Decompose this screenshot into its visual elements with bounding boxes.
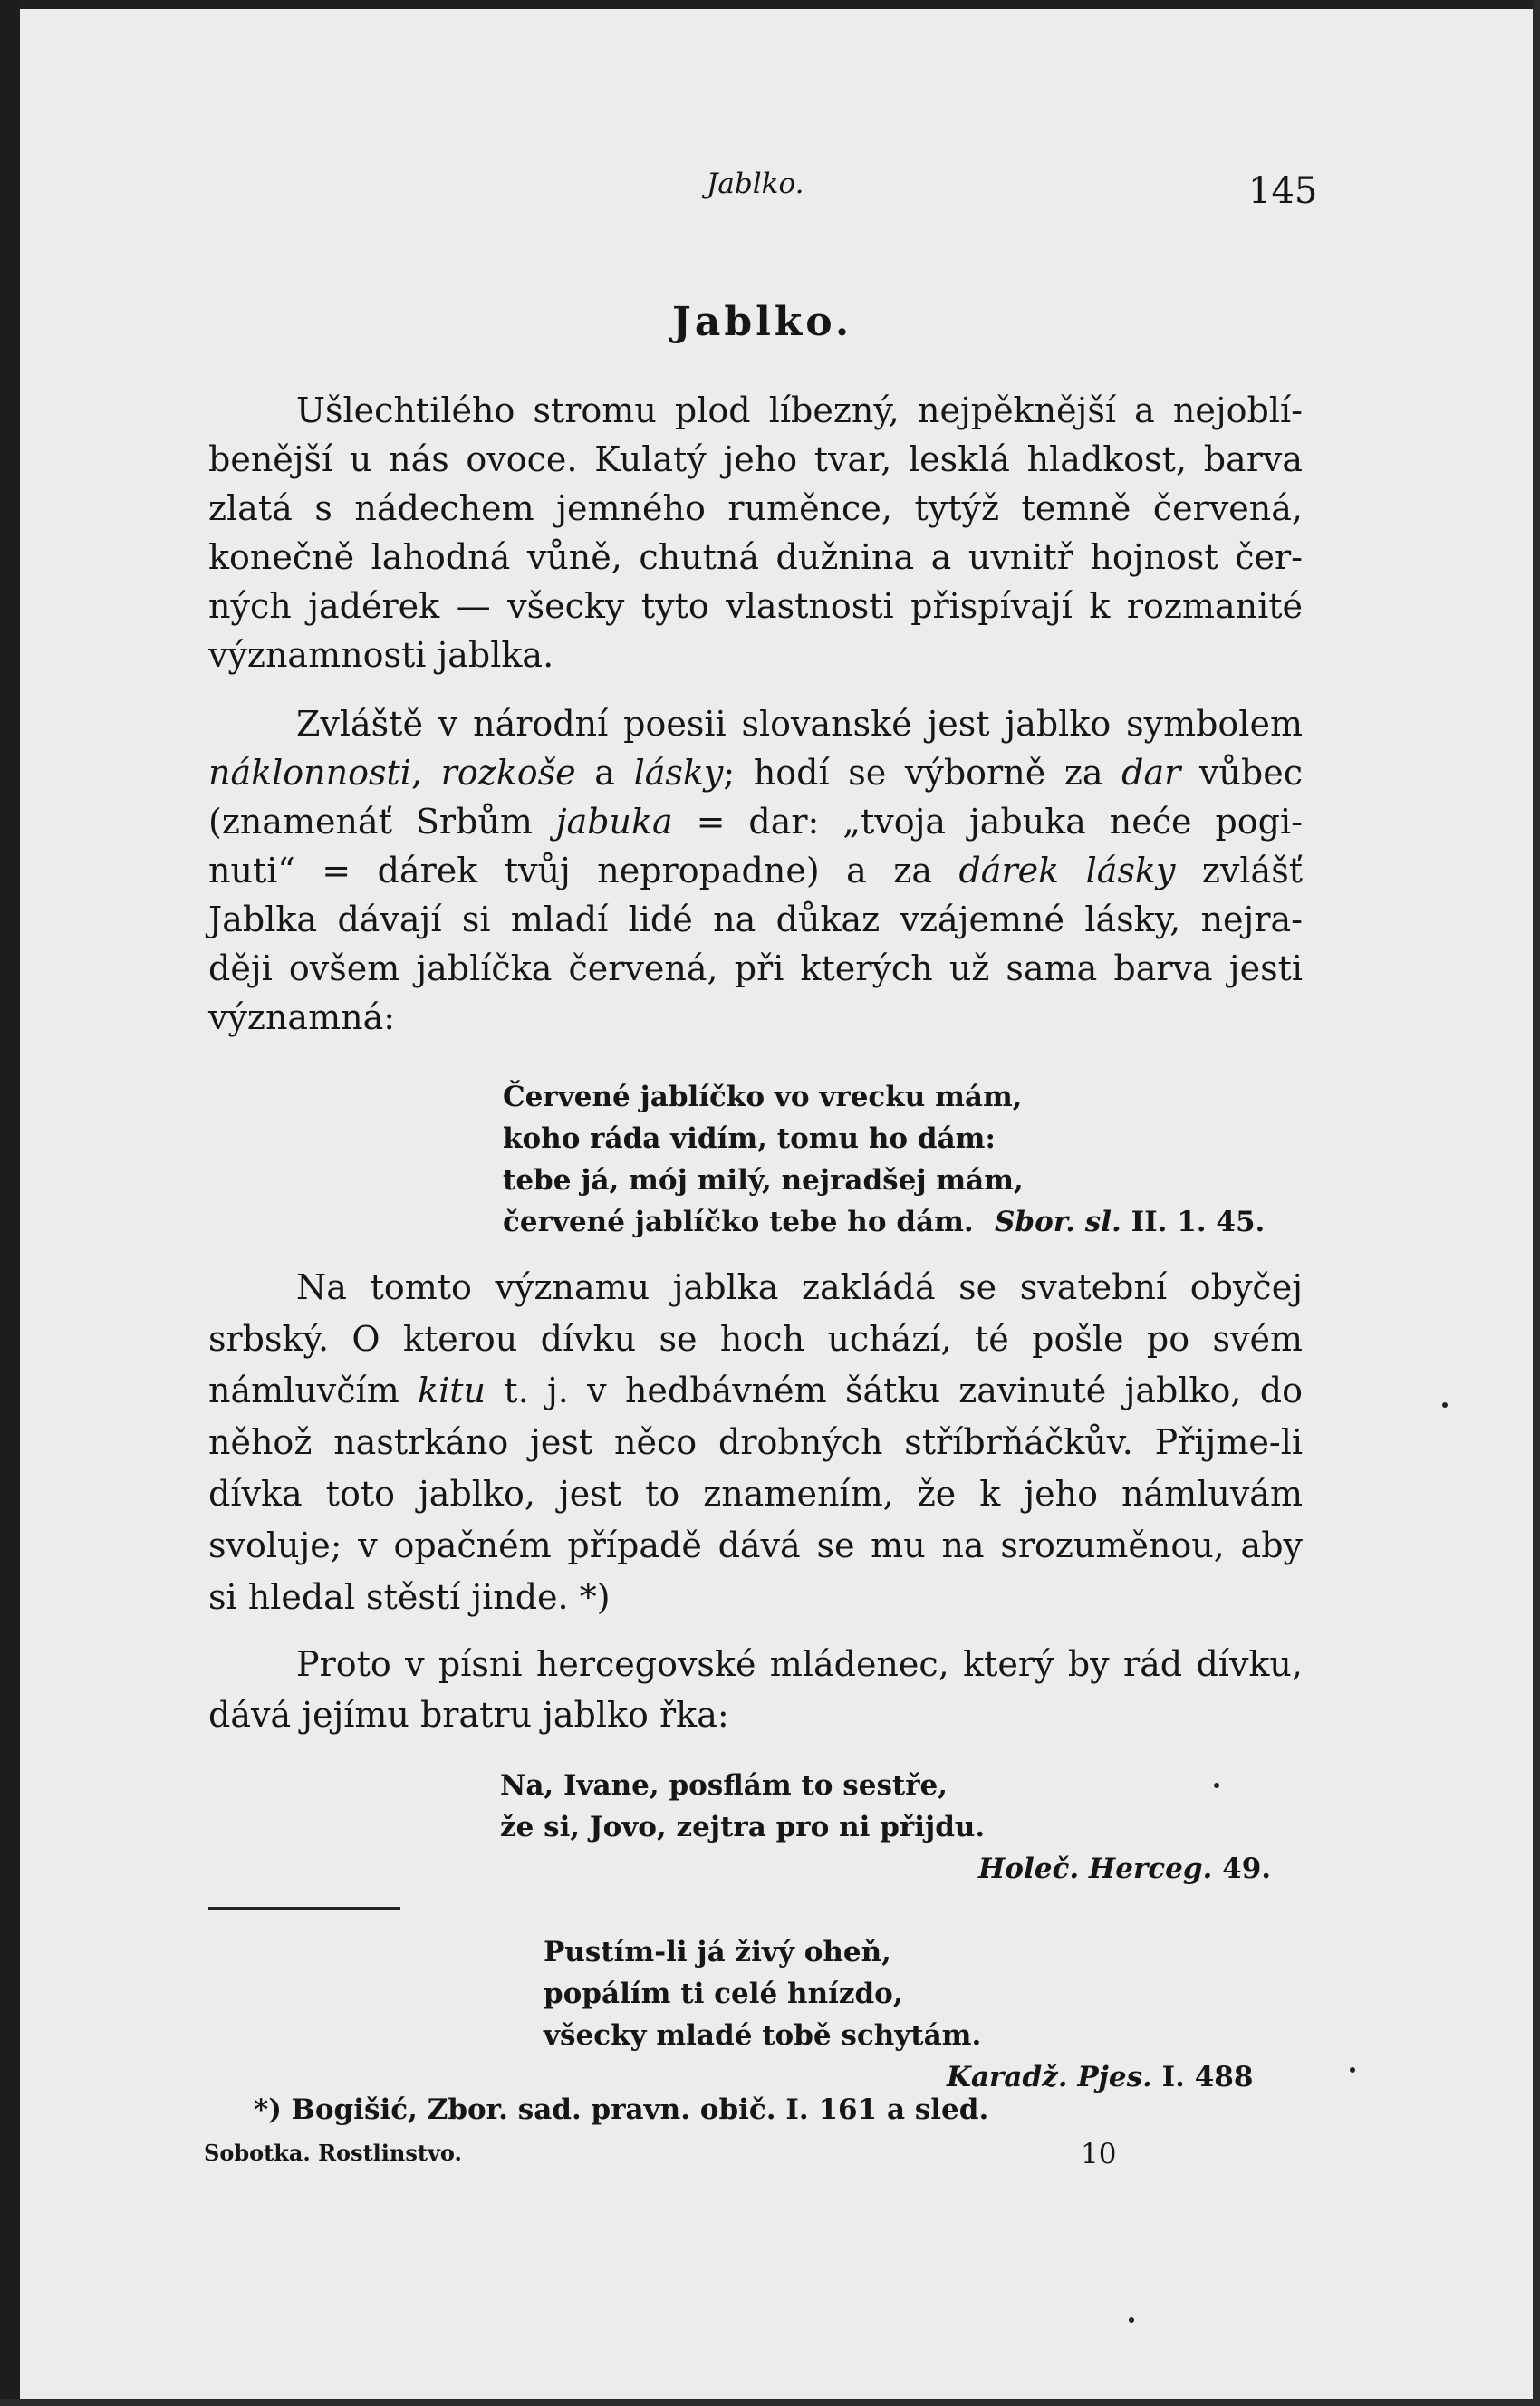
paragraph-line: ných jadérek — všecky tyto vlastnosti přispívají k rozmanité — [208, 586, 1303, 626]
citation-ref: 49. — [1222, 1853, 1272, 1885]
paragraph-line: (znamenáť Srbům jabuka = dar: „tvoja jabuka neće pogi- — [208, 802, 1303, 842]
citation — [995, 1201, 1265, 1243]
poem-line: Na, Ivane, posflám to sestře, — [500, 1769, 948, 1802]
poem-line: všecky mladé tobě schytám. — [544, 2019, 982, 2052]
poem-line: Pustím-li já živý oheň, — [544, 1936, 891, 1968]
scan-edge-right — [1533, 0, 1540, 2406]
italic-term: náklonnosti — [208, 753, 411, 793]
paragraph-line: Na tomto významu jablka zakládá se svatební obyčej — [296, 1267, 1303, 1307]
poem-line: červené jablíčko tebe ho dám. — [503, 1206, 974, 1238]
paragraph-line: významnosti jablka. — [208, 635, 554, 675]
citation-source: Sbor. sl. — [995, 1206, 1121, 1238]
scan-edge-bottom — [0, 2399, 1540, 2406]
paragraph-line: ději ovšem jablíčka červená, při kterých už sama barva jesti — [208, 948, 1303, 988]
poem-line: že si, Jovo, zejtra pro ni přijdu. — [500, 1811, 986, 1843]
footnote-rule — [208, 1907, 400, 1910]
scan-speck — [1214, 1783, 1219, 1788]
citation-ref: II. 1. 45. — [1131, 1206, 1266, 1238]
paragraph-line: Zvláště v národní poesii slovanské jest jablko symbolem — [296, 704, 1303, 744]
page-number: 145 — [1248, 170, 1318, 212]
page-title: Jablko. — [672, 299, 853, 345]
poem-line: tebe já, mój milý, nejradšej mám, — [503, 1164, 1024, 1197]
paragraph-line: náklonnosti, rozkoše a lásky; hodí se výborně za dar vůbec — [208, 753, 1303, 793]
poem-line: popálím ti celé hnízdo, — [544, 1978, 903, 2010]
citation — [978, 1848, 1271, 1890]
poem-line: Červené jablíčko vo vrecku mám, — [503, 1081, 1023, 1113]
scan-edge-left — [0, 0, 20, 2406]
citation — [947, 2056, 1253, 2098]
italic-term: dar — [1121, 753, 1181, 793]
paragraph-line: námluvčím kitu t. j. v hedbávném šátku zavinuté jablko, do — [208, 1371, 1303, 1410]
paragraph-line: významná: — [208, 997, 396, 1037]
italic-term: dárek lásky — [958, 851, 1176, 890]
paragraph-line: srbský. O kterou dívku se hoch uchází, té pošle po svém — [208, 1319, 1303, 1359]
paragraph-line: dívka toto jablko, jest to znamením, že k jeho námluvám — [208, 1474, 1303, 1514]
scan-edge-top — [0, 0, 1540, 9]
paragraph-line: konečně lahodná vůně, chutná dužnina a uvnitř hojnost čer- — [208, 537, 1303, 577]
paragraph-line: Proto v písni hercegovské mládenec, který by rád dívku, — [296, 1644, 1303, 1684]
paragraph-line: si hledal stěstí jinde. *) — [208, 1577, 611, 1617]
paragraph-line: dává jejímu bratru jablko řka: — [208, 1695, 729, 1735]
italic-term: jabuka — [555, 802, 673, 842]
poem-line: koho ráda vidím, tomu ho dám: — [503, 1122, 996, 1155]
paragraph-line: nuti“ = dárek tvůj nepropadne) a za dárek lásky zvlášť — [208, 851, 1303, 890]
paragraph-line: něhož nastrkáno jest něco drobných stříbrňáčkův. Přijme-li — [208, 1422, 1303, 1462]
paragraph-line: Jablka dávají si mladí lidé na důkaz vzájemné lásky, nejra- — [208, 900, 1303, 939]
citation-source: Karadž. Pjes. — [947, 2061, 1152, 2093]
running-head: Jablko. — [707, 168, 804, 200]
italic-term: kitu — [418, 1371, 486, 1410]
paragraph-line: benější u nás ovoce. Kulatý jeho tvar, lesklá hladkost, barva — [208, 439, 1303, 479]
paragraph-line: svoluje; v opačném případě dává se mu na srozuměnou, aby — [208, 1525, 1303, 1565]
scan-speck — [1442, 1402, 1448, 1408]
paragraph-line: Ušlechtilého stromu plod líbezný, nejpěknější a nejoblí- — [296, 390, 1303, 430]
italic-term: rozkoše — [440, 753, 576, 793]
footnote: *) Bogišić, Zbor. sad. pravn. obič. I. 161 a sled. — [254, 2093, 989, 2126]
paragraph-line: zlatá s nádechem jemného ruměnce, tytýž temně červená, — [208, 488, 1303, 528]
scan-speck — [1350, 2067, 1355, 2073]
citation-source: Holeč. Herceg. — [978, 1853, 1213, 1885]
scan-speck — [1129, 2317, 1134, 2323]
citation-ref: I. 488 — [1161, 2061, 1254, 2093]
printer-signature: Sobotka. Rostlinstvo. — [204, 2140, 462, 2166]
italic-term: lásky — [633, 753, 724, 793]
sheet-number: 10 — [1081, 2138, 1117, 2170]
